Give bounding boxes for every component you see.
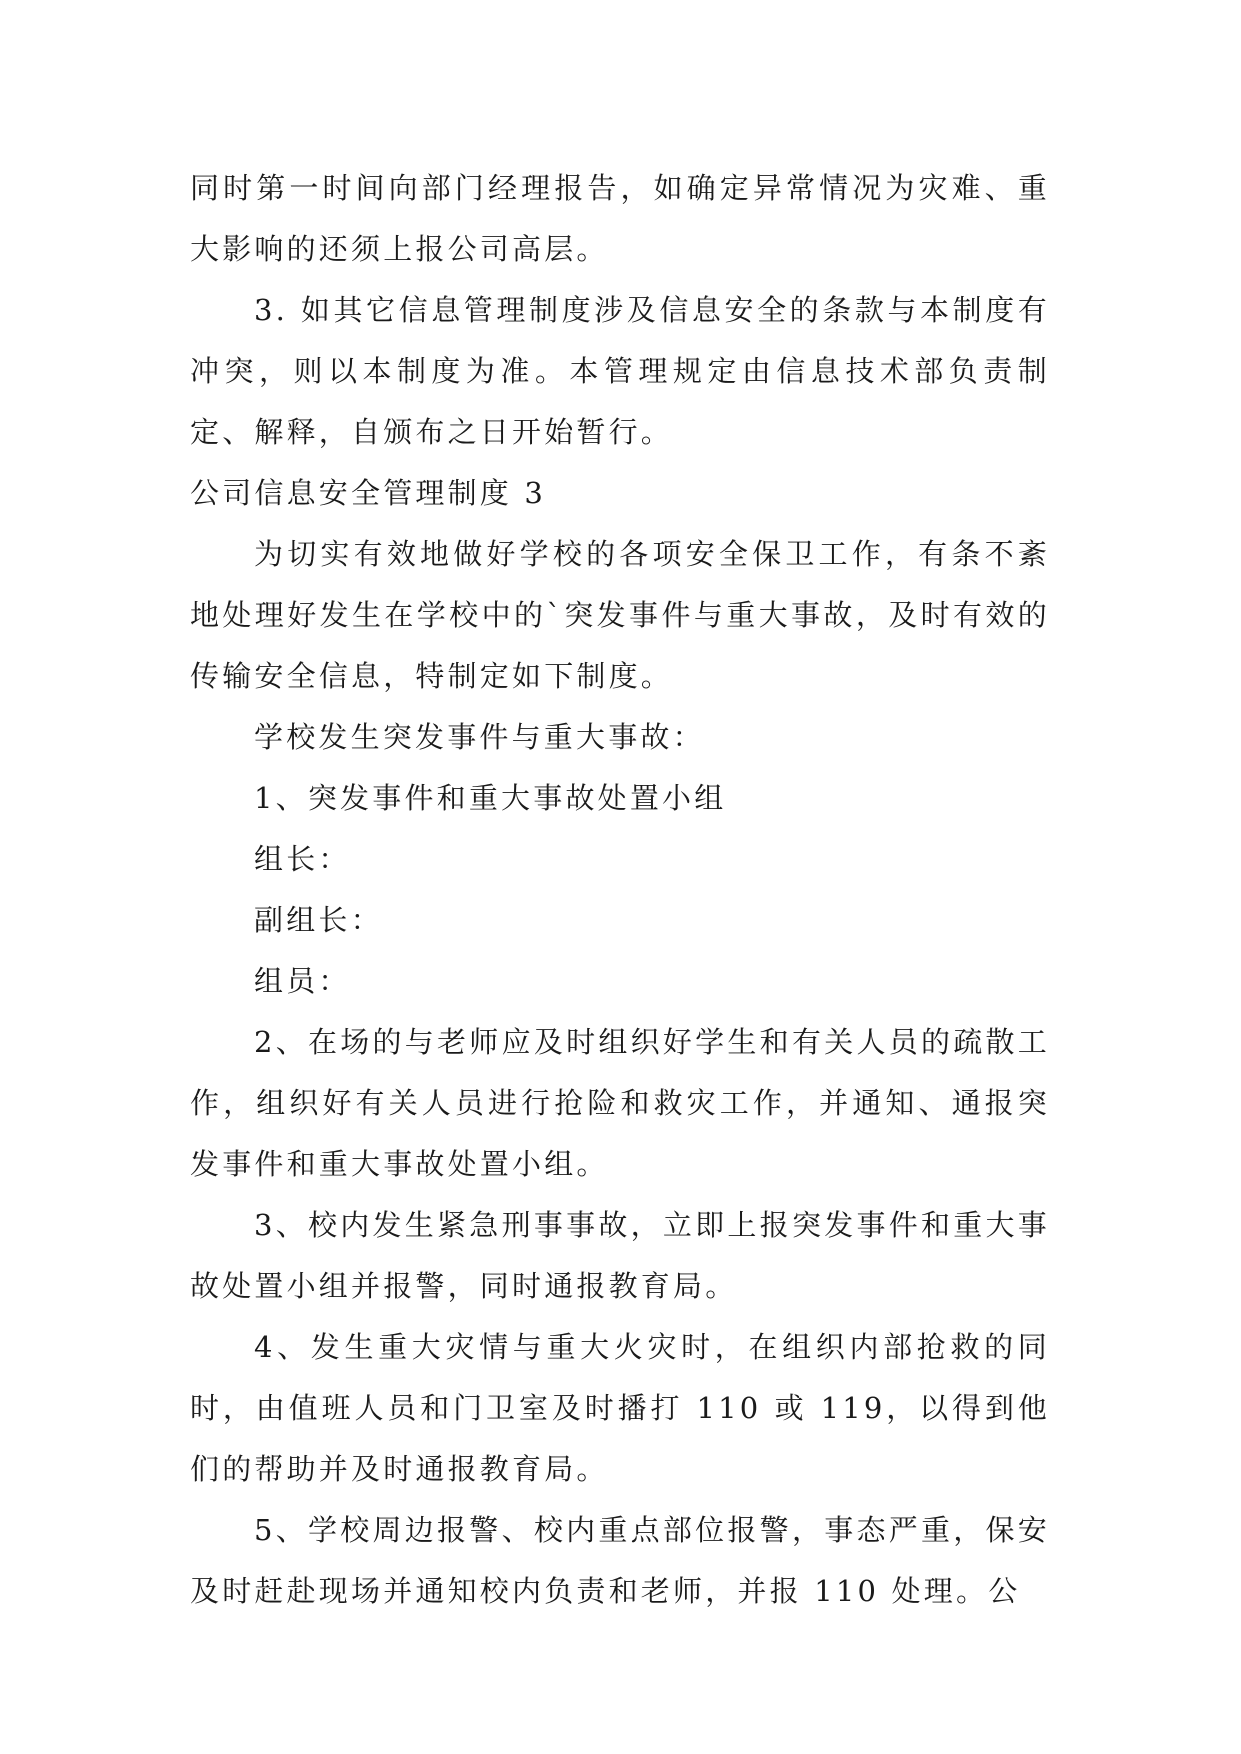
list-item-1: 1、突发事件和重大事故处置小组 [254, 781, 727, 815]
field-group-leader: 组长： [254, 842, 351, 876]
document-body [190, 158, 1050, 1622]
list-item-2: 2、在场的与老师应及时组织好学生和有关人员的疏散工作，组织好有关人员进行抢险和救灾工作，并通知、通报突发事件和重大事故处置小组。 [190, 1025, 1050, 1181]
field-members: 组员： [254, 964, 351, 998]
paragraph-continuation: 同时第一时间向部门经理报告，如确定异常情况为灾难、重大影响的还须上报公司高层。 [190, 171, 1050, 266]
paragraph-subheading: 学校发生突发事件与重大事故： [254, 720, 705, 754]
paragraph-item-3: 3. 如其它信息管理制度涉及信息安全的条款与本制度有冲突，则以本制度为准。本管理规定由信息技术部负责制定、解释，自颁布之日开始暂行。 [190, 293, 1050, 449]
list-item-5: 5、学校周边报警、校内重点部位报警，事态严重，保安及时赶赴现场并通知校内负责和老师，并报 110 处理。公 [190, 1513, 1050, 1608]
list-item-3: 3、校内发生紧急刑事事故，立即上报突发事件和重大事故处置小组并报警，同时通报教育局。 [190, 1208, 1050, 1303]
list-item-4: 4、发生重大灾情与重大火灾时，在组织内部抢救的同时，由值班人员和门卫室及时播打 110 或 119，以得到他们的帮助并及时通报教育局。 [190, 1330, 1050, 1486]
field-deputy-leader: 副组长： [254, 903, 383, 937]
paragraph-intro: 为切实有效地做好学校的各项安全保卫工作，有条不紊地处理好发生在学校中的`突发事件与重大事故，及时有效的传输安全信息，特制定如下制度。 [190, 537, 1050, 693]
section-heading: 公司信息安全管理制度 3 [190, 476, 547, 510]
